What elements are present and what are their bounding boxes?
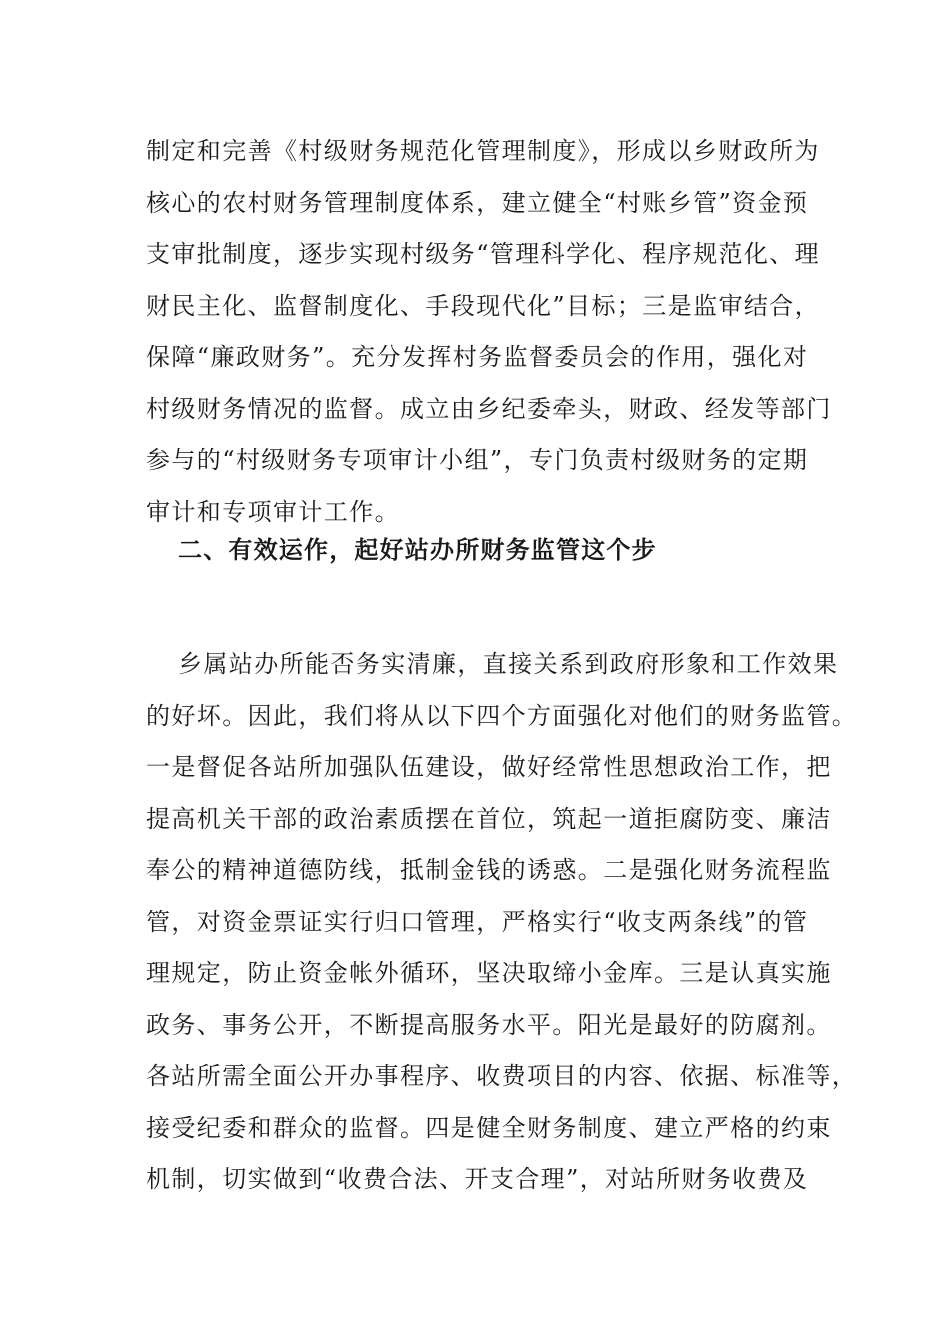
- text-line: 制定和完善《村级财务规范化管理制度》，形成以乡财政所为: [146, 137, 820, 165]
- text-line: 参与的“村级财务专项审计小组”，专门负责村级财务的定期: [146, 446, 809, 474]
- text-line: 各站所需全面公开办事程序、收费项目的内容、依据、标准等，: [146, 1062, 858, 1090]
- text-line: 提高机关干部的政治素质摆在首位，筑起一道拒腐防变、廉洁: [146, 804, 832, 833]
- section-heading: 二、有效运作，起好站办所财务监管这个步: [178, 536, 657, 564]
- text-line: 理规定，防止资金帐外循环，坚决取缔小金库。三是认真实施: [146, 959, 832, 987]
- text-line: 政务、事务公开，不断提高服务水平。阳光是最好的防腐剂。: [146, 1010, 832, 1039]
- paragraph-main: [146, 639, 858, 1206]
- text-line: 机制，切实做到“收费合法、开支合理”，对站所财务收费及: [146, 1165, 809, 1193]
- text-line: 保障“廉政财务”。充分发挥村务监督委员会的作用，强化对: [146, 343, 809, 371]
- text-line: 管，对资金票证实行归口管理，严格实行“收支两条线”的管: [146, 907, 809, 936]
- text-line: 奉公的精神道德防线，抵制金钱的诱惑。二是强化财务流程监: [146, 856, 832, 884]
- text-line: 接受纪委和群众的监督。四是健全财务制度、建立严格的约束: [146, 1113, 832, 1142]
- text-line: 村级财务情况的监督。成立由乡纪委牵头，财政、经发等部门: [146, 394, 832, 423]
- paragraph-continued: [146, 126, 832, 538]
- text-line: 财民主化、监督制度化、手段现代化”目标；三是监审结合，: [146, 291, 821, 320]
- text-line: 的好坏。因此，我们将从以下四个方面强化对他们的财务监管。: [146, 701, 858, 730]
- text-line: 审计和专项审计工作。: [146, 497, 400, 526]
- text-line: 核心的农村财务管理制度体系，建立健全“村账乡管”资金预: [146, 188, 809, 217]
- text-line: 支审批制度，逐步实现村级务“管理科学化、程序规范化、理: [146, 240, 821, 268]
- text-line: 乡属站办所能否务实清廉，直接关系到政府形象和工作效果: [178, 650, 839, 678]
- text-line: 一是督促各站所加强队伍建设，做好经常性思想政治工作，把: [146, 753, 832, 781]
